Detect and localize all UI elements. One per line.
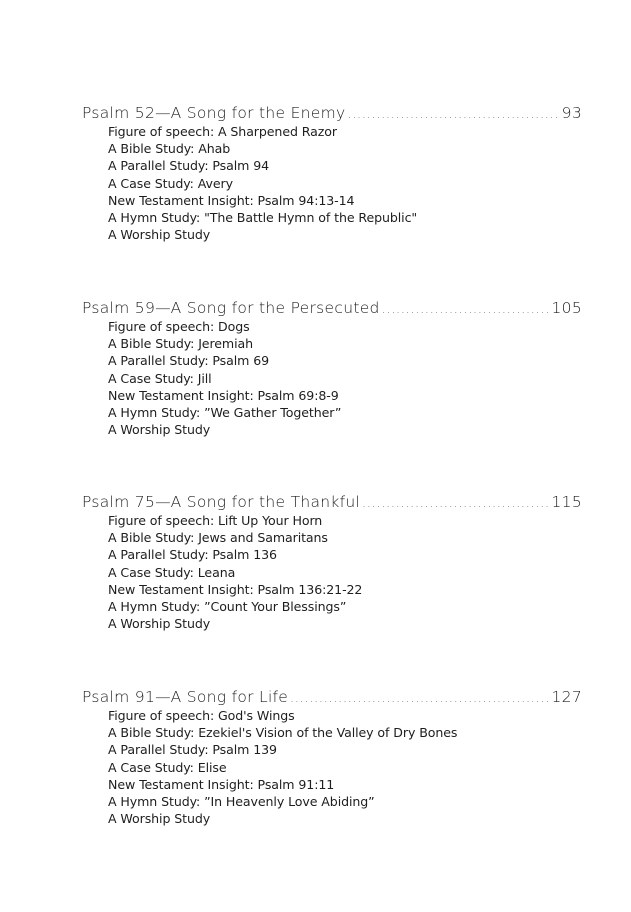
dot-leader <box>290 688 547 708</box>
page-number: 115 <box>551 493 582 511</box>
toc-section-psalm-91 <box>82 687 582 827</box>
toc-subitem: A Case Study: Avery <box>108 175 233 191</box>
toc-subitem: Figure of speech: Dogs <box>108 319 250 334</box>
toc-subitem: A Parallel Study: Psalm 139 <box>108 742 277 758</box>
toc-subitem: A Parallel Study: Psalm 94 <box>108 158 270 174</box>
toc-section-psalm-75 <box>82 492 582 632</box>
toc-subitem: New Testament Insight: Psalm 136:21-22 <box>108 581 363 597</box>
toc-subitem: A Bible Study: Jeremiah <box>108 336 253 352</box>
toc-subitem: A Bible Study: Jews and Samaritans <box>108 530 328 546</box>
toc-subitem: New Testament Insight: Psalm 91:11 <box>108 776 335 792</box>
toc-subitems <box>82 707 582 827</box>
toc-subitem: Figure of speech: God's Wings <box>108 708 295 723</box>
toc-heading[interactable] <box>82 687 582 707</box>
toc-section-psalm-59 <box>82 298 582 438</box>
page-number: 127 <box>551 688 582 706</box>
toc-subitems <box>82 123 582 243</box>
toc-subitem: A Case Study: Leana <box>108 564 236 580</box>
toc-subitem: Figure of speech: Lift Up Your Horn <box>108 513 323 528</box>
page-number: 93 <box>561 104 582 122</box>
dot-leader <box>348 104 558 124</box>
toc-title: Psalm 59—A Song for the Persecuted <box>82 299 380 317</box>
toc-subitem: New Testament Insight: Psalm 94:13-14 <box>108 192 355 208</box>
toc-subitem: A Hymn Study: "The Battle Hymn of the Republic" <box>108 209 418 225</box>
toc-heading[interactable] <box>82 492 582 512</box>
toc-subitem: A Worship Study <box>108 811 211 827</box>
toc-title: Psalm 75—A Song for the Thankful <box>82 493 361 511</box>
toc-subitem: A Case Study: Elise <box>108 759 227 775</box>
toc-subitem: A Bible Study: Ahab <box>108 141 231 157</box>
page-number: 105 <box>551 299 582 317</box>
toc-subitem: A Parallel Study: Psalm 69 <box>108 353 270 369</box>
toc-title: Psalm 91—A Song for Life <box>82 688 289 706</box>
toc-subitem: A Bible Study: Ezekiel's Vision of the Valley of Dry Bones <box>108 725 458 741</box>
dot-leader <box>382 299 548 319</box>
toc-heading[interactable] <box>82 298 582 318</box>
toc-subitem: A Worship Study <box>108 422 211 438</box>
toc-subitem: A Hymn Study: ”In Heavenly Love Abiding” <box>108 793 375 809</box>
toc-subitem: A Case Study: Jill <box>108 370 212 386</box>
toc-subitem: A Worship Study <box>108 227 211 243</box>
toc-subitem: A Worship Study <box>108 616 211 632</box>
toc-subitem: A Hymn Study: ”We Gather Together” <box>108 404 342 420</box>
dot-leader <box>362 493 547 513</box>
toc-heading[interactable] <box>82 103 582 123</box>
toc-subitem: New Testament Insight: Psalm 69:8-9 <box>108 387 339 403</box>
toc-subitem: A Hymn Study: ”Count Your Blessings” <box>108 598 347 614</box>
toc-subitems <box>82 512 582 632</box>
toc-subitems <box>82 318 582 438</box>
toc-section-psalm-52 <box>82 103 582 243</box>
toc-subitem: Figure of speech: A Sharpened Razor <box>108 124 337 139</box>
toc-subitem: A Parallel Study: Psalm 136 <box>108 547 277 563</box>
toc-title: Psalm 52—A Song for the Enemy <box>82 104 346 122</box>
